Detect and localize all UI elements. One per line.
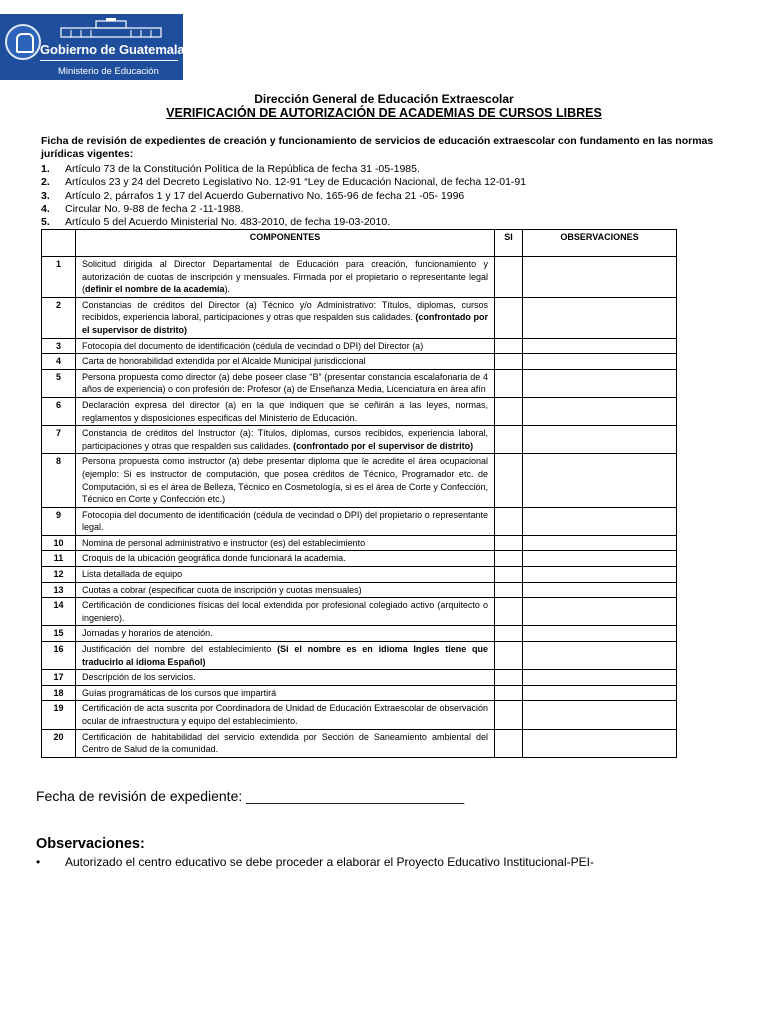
observaciones-item xyxy=(36,855,594,869)
observaciones-cell[interactable] xyxy=(523,507,677,535)
component-text: Certificación de habitabilidad del servicio extendida por Sección de Saneamiento ambiental del Centro de Salud de la comunidad. xyxy=(82,731,488,755)
row-component xyxy=(76,354,495,370)
document-heading: Dirección General de Educación Extraescolar xyxy=(254,92,514,106)
legal-basis-item xyxy=(41,190,731,203)
component-text: Persona propuesta como director (a) debe poseer clase “B” (presentar constancia escalafonaria de 4 años de experiencia) o con profesión de: Profesor (a) de Enseñanza Media, Licenciatura en área afín xyxy=(82,371,488,395)
table-row xyxy=(42,582,677,598)
component-text: Guías programáticas de los cursos que impartirá xyxy=(82,687,277,698)
component-emphasis: (confrontado por el supervisor de distrito) xyxy=(82,312,488,335)
table-row xyxy=(42,685,677,701)
observaciones-cell[interactable] xyxy=(523,582,677,598)
row-component xyxy=(76,397,495,425)
row-number: 18 xyxy=(42,685,76,701)
table-row xyxy=(42,257,677,298)
row-component xyxy=(76,598,495,626)
component-text: Jornadas y horarios de atención. xyxy=(82,628,213,639)
observaciones-cell[interactable] xyxy=(523,338,677,354)
palace-icon xyxy=(56,18,166,38)
legal-basis-text: Artículos 23 y 24 del Decreto Legislativo No. 12-91 “Ley de Educación Nacional, de fecha 12-01-91 xyxy=(65,176,527,189)
component-text: Descripción de los servicios. xyxy=(82,672,196,683)
table-row xyxy=(42,338,677,354)
component-text: Certificación de condiciones físicas del local extendida por profesional colegiado activo (arquitecto o ingeniero). xyxy=(82,600,488,623)
logo-ministry: Ministerio de Educación xyxy=(58,66,159,77)
row-number: 19 xyxy=(42,701,76,729)
si-checkbox-cell[interactable] xyxy=(495,397,523,425)
component-text-end: ). xyxy=(224,284,231,295)
row-number: 3 xyxy=(42,338,76,354)
components-checklist-table xyxy=(41,229,677,758)
row-number: 17 xyxy=(42,670,76,686)
row-number: 4 xyxy=(42,354,76,370)
observaciones-cell[interactable] xyxy=(523,642,677,670)
component-text: Constancia de créditos del Instructor (a): Títulos, diplomas, cursos recibidos, experiencia laboral, participaciones y otras que respalden sus calidades. xyxy=(82,428,488,451)
si-checkbox-cell[interactable] xyxy=(495,567,523,583)
component-text: Declaración expresa del director (a) en la que indiquen que se ceñirán a las leyes, normas, reglamentos y disposiciones especificas del Ministerio de Educación. xyxy=(82,399,488,423)
row-component xyxy=(76,338,495,354)
si-checkbox-cell[interactable] xyxy=(495,426,523,454)
logo-name: Gobierno de Guatemala xyxy=(40,42,185,57)
row-component xyxy=(76,369,495,397)
si-checkbox-cell[interactable] xyxy=(495,626,523,642)
header-number xyxy=(42,230,76,257)
component-text: Certificación de acta suscrita por Coordinadora de Unidad de Educación Extraescolar de observación ocular de infraestructura y equipo del establecimiento. xyxy=(82,703,488,726)
legal-basis-text: Artículo 5 del Acuerdo Ministerial No. 483-2010, de fecha 19-03-2010. xyxy=(65,216,391,229)
row-component xyxy=(76,626,495,642)
row-component xyxy=(76,642,495,670)
si-checkbox-cell[interactable] xyxy=(495,535,523,551)
row-component xyxy=(76,426,495,454)
table-row xyxy=(42,729,677,757)
si-checkbox-cell[interactable] xyxy=(495,454,523,507)
observaciones-cell[interactable] xyxy=(523,626,677,642)
component-text: Fotocopia del documento de identificación (cédula de vecindad o DPI) del Director (a) xyxy=(82,340,424,351)
row-number: 9 xyxy=(42,507,76,535)
table-row xyxy=(42,426,677,454)
row-component xyxy=(76,701,495,729)
legal-basis-item xyxy=(41,176,731,189)
observaciones-cell[interactable] xyxy=(523,670,677,686)
component-text: Persona propuesta como instructor (a) debe presentar diploma que le acredite el área ocupacional (ejemplo: Si es instructor de computación, que posea créditos de Técnico, Programador etc. de Computación, si es el área de Belleza, Técnico en Cosmetología, si es el área de Corte y Confección, Técnico en Corte y Confección etc.) xyxy=(82,456,488,505)
row-component xyxy=(76,507,495,535)
si-checkbox-cell[interactable] xyxy=(495,551,523,567)
header-observaciones: OBSERVACIONES xyxy=(523,230,677,257)
component-text: Constancias de créditos del Director (a) Técnico y/o Administrativo: Títulos, diplomas, cursos recibidos, experiencia laboral, participaciones y otras que respalden sus calidades. xyxy=(82,299,488,323)
legal-basis-number: 1. xyxy=(41,163,50,175)
legal-basis-text: Artículo 73 de la Constitución Política de la República de fecha 31 -05-1985. xyxy=(65,163,420,175)
table-row xyxy=(42,535,677,551)
si-checkbox-cell[interactable] xyxy=(495,670,523,686)
document-title: VERIFICACIÓN DE AUTORIZACIÓN DE ACADEMIAS DE CURSOS LIBRES xyxy=(166,106,602,120)
fecha-revision-line: Fecha de revisión de expediente: ____________________________ xyxy=(36,788,465,804)
row-number: 1 xyxy=(42,257,76,298)
component-text: Solicitud dirigida al Director Departamental de Educación para creación, funcionamiento y autorización de cuotas de inscripción y mensuales. Firmada por el propietario o representante legal ( xyxy=(82,259,488,295)
row-number: 2 xyxy=(42,297,76,338)
si-checkbox-cell[interactable] xyxy=(495,582,523,598)
observaciones-cell[interactable] xyxy=(523,551,677,567)
table-row xyxy=(42,297,677,338)
table-row xyxy=(42,626,677,642)
table-row xyxy=(42,701,677,729)
si-checkbox-cell[interactable] xyxy=(495,729,523,757)
si-checkbox-cell[interactable] xyxy=(495,354,523,370)
row-number: 12 xyxy=(42,567,76,583)
si-checkbox-cell[interactable] xyxy=(495,507,523,535)
row-number: 7 xyxy=(42,426,76,454)
component-text: Fotocopia del documento de identificación (cédula de vecindad o DPI) del propietario o representante legal. xyxy=(82,509,488,533)
si-checkbox-cell[interactable] xyxy=(495,257,523,298)
row-component xyxy=(76,535,495,551)
row-component xyxy=(76,685,495,701)
row-number: 15 xyxy=(42,626,76,642)
legal-basis-item xyxy=(41,216,731,229)
observaciones-heading: Observaciones: xyxy=(36,836,145,852)
observaciones-cell[interactable] xyxy=(523,701,677,729)
row-component xyxy=(76,551,495,567)
legal-basis-list xyxy=(41,163,731,229)
coat-of-arms-icon xyxy=(5,24,41,60)
table-header-row xyxy=(42,230,677,257)
observaciones-cell[interactable] xyxy=(523,257,677,298)
component-text: Cuotas a cobrar (especificar cuota de inscripción y cuotas mensuales) xyxy=(82,584,362,595)
intro-paragraph: Ficha de revisión de expedientes de creación y funcionamiento de servicios de educación extraescolar con fundamento en las normas jurídicas vigentes: xyxy=(41,135,714,160)
observaciones-cell[interactable] xyxy=(523,369,677,397)
legal-basis-number: 4. xyxy=(41,202,50,215)
legal-basis-item xyxy=(41,203,731,216)
table-row xyxy=(42,642,677,670)
observaciones-item-text: Autorizado el centro educativo se debe proceder a elaborar el Proyecto Educativo Institucional-PEI- xyxy=(65,855,594,869)
legal-basis-number: 2. xyxy=(41,176,50,189)
observaciones-cell[interactable] xyxy=(523,297,677,338)
component-text: Justificación del nombre del establecimiento xyxy=(82,644,278,655)
component-emphasis: (confrontado por el supervisor de distrito) xyxy=(293,440,474,451)
row-number: 5 xyxy=(42,369,76,397)
legal-basis-number: 5. xyxy=(41,216,50,229)
row-number: 10 xyxy=(42,535,76,551)
header-si: SI xyxy=(495,230,523,257)
row-component xyxy=(76,257,495,298)
row-component xyxy=(76,454,495,507)
component-text: Carta de honorabilidad extendida por el Alcalde Municipal jurisdiccional xyxy=(82,356,366,367)
observaciones-cell[interactable] xyxy=(523,454,677,507)
table-row xyxy=(42,354,677,370)
si-checkbox-cell[interactable] xyxy=(495,369,523,397)
table-row xyxy=(42,507,677,535)
component-text: Croquis de la ubicación geográfica donde funcionará la academia. xyxy=(82,553,346,564)
legal-basis-item xyxy=(41,163,731,176)
observaciones-cell[interactable] xyxy=(523,567,677,583)
row-component xyxy=(76,567,495,583)
si-checkbox-cell[interactable] xyxy=(495,598,523,626)
si-checkbox-cell[interactable] xyxy=(495,642,523,670)
observaciones-cell[interactable] xyxy=(523,535,677,551)
observaciones-cell[interactable] xyxy=(523,426,677,454)
si-checkbox-cell[interactable] xyxy=(495,701,523,729)
legal-basis-number: 3. xyxy=(41,189,50,202)
table-row xyxy=(42,598,677,626)
table-row xyxy=(42,670,677,686)
header-componentes: COMPONENTES xyxy=(76,230,495,257)
observaciones-cell[interactable] xyxy=(523,397,677,425)
si-checkbox-cell[interactable] xyxy=(495,297,523,338)
row-component xyxy=(76,297,495,338)
bullet-icon: • xyxy=(36,855,41,869)
observaciones-cell[interactable] xyxy=(523,685,677,701)
row-number: 6 xyxy=(42,397,76,425)
legal-basis-text: Circular No. 9-88 de fecha 2 -11-1988. xyxy=(65,202,244,215)
legal-basis-text: Artículo 2, párrafos 1 y 17 del Acuerdo Gubernativo No. 165-96 de fecha 21 -05- 1996 xyxy=(65,189,465,202)
si-checkbox-cell[interactable] xyxy=(495,338,523,354)
logo-divider xyxy=(40,60,178,61)
row-number: 13 xyxy=(42,582,76,598)
row-component xyxy=(76,582,495,598)
component-emphasis: definir el nombre de la academia xyxy=(85,284,225,295)
component-text: Nomina de personal administrativo e instructor (es) del establecimiento xyxy=(82,537,366,548)
observaciones-cell[interactable] xyxy=(523,598,677,626)
table-row xyxy=(42,454,677,507)
row-component xyxy=(76,729,495,757)
row-number: 16 xyxy=(42,642,76,670)
table-row xyxy=(42,369,677,397)
table-row xyxy=(42,397,677,425)
component-emphasis: (Si el nombre es en idioma Ingles tiene que traducirlo al idioma Español) xyxy=(82,644,488,667)
row-component xyxy=(76,670,495,686)
row-number: 14 xyxy=(42,598,76,626)
si-checkbox-cell[interactable] xyxy=(495,685,523,701)
table-body xyxy=(42,257,677,758)
table-row xyxy=(42,551,677,567)
observaciones-cell[interactable] xyxy=(523,729,677,757)
row-number: 20 xyxy=(42,729,76,757)
row-number: 11 xyxy=(42,551,76,567)
gobierno-guatemala-logo xyxy=(0,14,183,80)
table-row xyxy=(42,567,677,583)
observaciones-cell[interactable] xyxy=(523,354,677,370)
component-text: Lista detallada de equipo xyxy=(82,569,183,580)
row-number: 8 xyxy=(42,454,76,507)
